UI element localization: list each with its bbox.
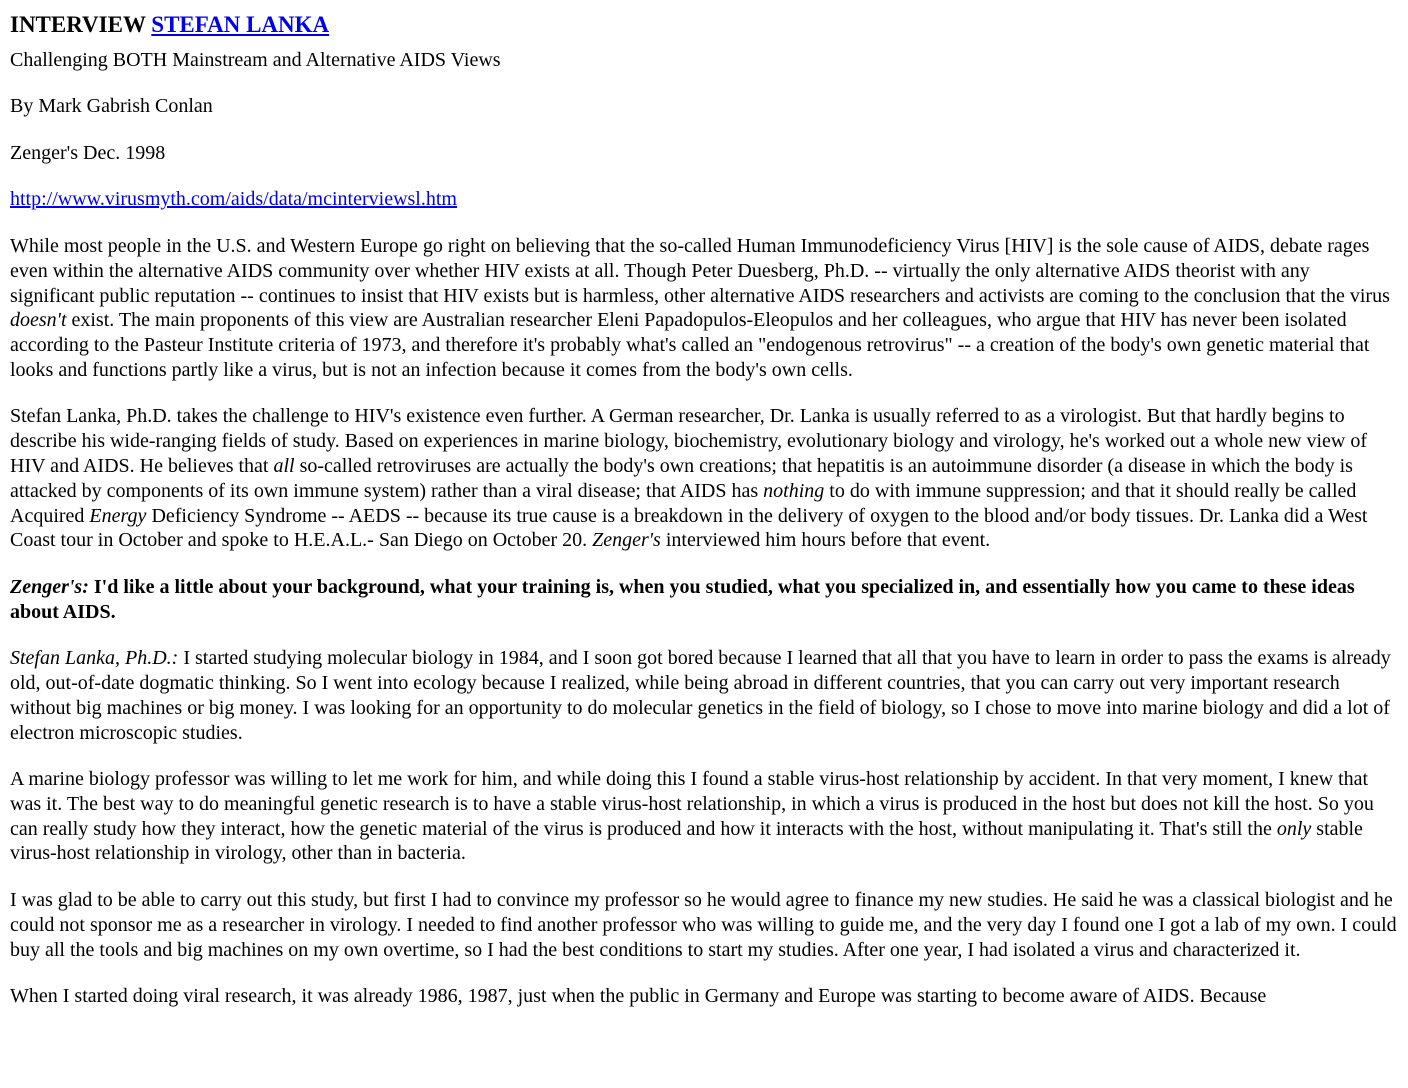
question-speaker: Zenger's: [10, 575, 89, 598]
p1-emphasis: doesn't [10, 309, 67, 332]
p2-text-e: interviewed him hours before that event. [660, 529, 991, 552]
interview-question-1 [10, 575, 1398, 625]
intro-paragraph-1 [10, 234, 1398, 383]
title-link[interactable]: STEFAN LANKA [151, 12, 330, 37]
url-line [10, 187, 1398, 212]
source-line: Zenger's Dec. 1998 [10, 141, 166, 164]
page-title [10, 10, 1398, 39]
source-url-link[interactable]: http://www.virusmyth.com/aids/data/mcinterviewsl.htm [10, 188, 457, 211]
p5-text-b: stable virus-host relationship in virology, other than in bacteria. [10, 817, 1363, 865]
p1-text-b: exist. The main proponents of this view are Australian researcher Eleni Papadopulos-Eleopulos and her colleagues, who argue that HIV has never been isolated according to the Pasteur Institute criteria of 1973, and therefore it's probably what's called an "endogenous retrovirus" -- a creation of the body's own genetic material that looks and functions partly like a virus, but is not an infection because it comes from the body's own cells. [10, 309, 1370, 381]
subtitle: Challenging BOTH Mainstream and Alternative AIDS Views [10, 49, 501, 71]
p2-emphasis-4: Zenger's [592, 529, 661, 552]
p2-text-c: to do with immune suppression; and that it should really be called Acquired [10, 479, 1357, 527]
intro-paragraph-2 [10, 404, 1398, 553]
title-prefix: INTERVIEW [10, 12, 146, 37]
p2-emphasis-3: Energy [89, 504, 147, 527]
answer-paragraph-2 [10, 767, 1398, 866]
answer-speaker: Stefan Lanka, Ph.D.: [10, 647, 179, 670]
byline: By Mark Gabrish Conlan [10, 95, 213, 118]
answer-text: I started studying molecular biology in 1984, and I soon got bored because I learned that all that you have to learn in order to pass the exams is already old, out-of-date dogmatic thinking. So I went into ecology because I realized, while being abroad in different countries, that you can carry out very important research without big machines or big money. I was looking for an opportunity to do molecular genetics in the field of biology, so I chose to move into marine biology and did a lot of electron microscopic studies. [10, 647, 1391, 744]
answer-paragraph-4: When I started doing viral research, it was already 1986, 1987, just when the public in Germany and Europe was starting to become aware of AIDS. Because [10, 984, 1267, 1007]
p2-text-b: so-called retroviruses are actually the body's own creations; that hepatitis is an autoimmune disorder (a disease in which the body is attacked by components of its own immune system) rather than a viral disease; that AIDS has [10, 455, 1353, 502]
answer-paragraph-3: I was glad to be able to carry out this study, but first I had to convince my professor so he would agree to finance my new studies. He said he was a classical biologist and he could not sponsor me as a researcher in virology. I needed to find another professor who was willing to guide me, and the very day I found one I got a lab of my own. I could buy all the tools and big machines on my own overtime, so I had the best conditions to start my studies. After one year, I had isolated a virus and characterized it. [10, 888, 1397, 961]
p2-emphasis-2: nothing [763, 479, 825, 502]
p2-text-d: Deficiency Syndrome -- AEDS -- because its true cause is a breakdown in the delivery of oxygen to the blood and/or body tissues. Dr. Lanka did a West Coast tour in October and spoke to H.E.A.L.- San Diego on October 20. [10, 504, 1368, 552]
p2-emphasis-1: all [273, 455, 295, 477]
p2-text-a: Stefan Lanka, Ph.D. takes the challenge to HIV's existence even further. A German researcher, Dr. Lanka is usually referred to as a virologist. But that hardly begins to describe his wide-ranging fields of study. Based on experiences in marine biology, biochemistry, evolutionary biology and virology, he's worked out a whole new view of HIV and AIDS. He believes that [10, 405, 1367, 477]
p1-text-a: While most people in the U.S. and Western Europe go right on believing that the so-called Human Immunodeficiency Virus [HIV] is the sole cause of AIDS, debate rages even within the alternative AIDS community over whether HIV exists at all. Though Peter Duesberg, Ph.D. -- virtually the only alternative AIDS theorist with any significant public reputation -- continues to insist that HIV exists but is harmless, other alternative AIDS researchers and activists are coming to the conclusion that the virus [10, 234, 1390, 307]
p5-emphasis: only [1276, 817, 1312, 840]
question-text: I'd like a little about your background, what your training is, when you studied, what you specialized in, and essentially how you came to these ideas about AIDS. [10, 575, 1355, 623]
p5-text-a: A marine biology professor was willing to let me work for him, and while doing this I found a stable virus-host relationship by accident. In that very moment, I knew that was it. The best way to do meaningful genetic research is to have a stable virus-host relationship, in which a virus is produced in the host but does not kill the host. So you can really study how they interact, how the genetic material of the virus is produced and how it interacts with the host, without manipulating it. That's still the [10, 768, 1374, 840]
interview-answer-1 [10, 646, 1398, 745]
